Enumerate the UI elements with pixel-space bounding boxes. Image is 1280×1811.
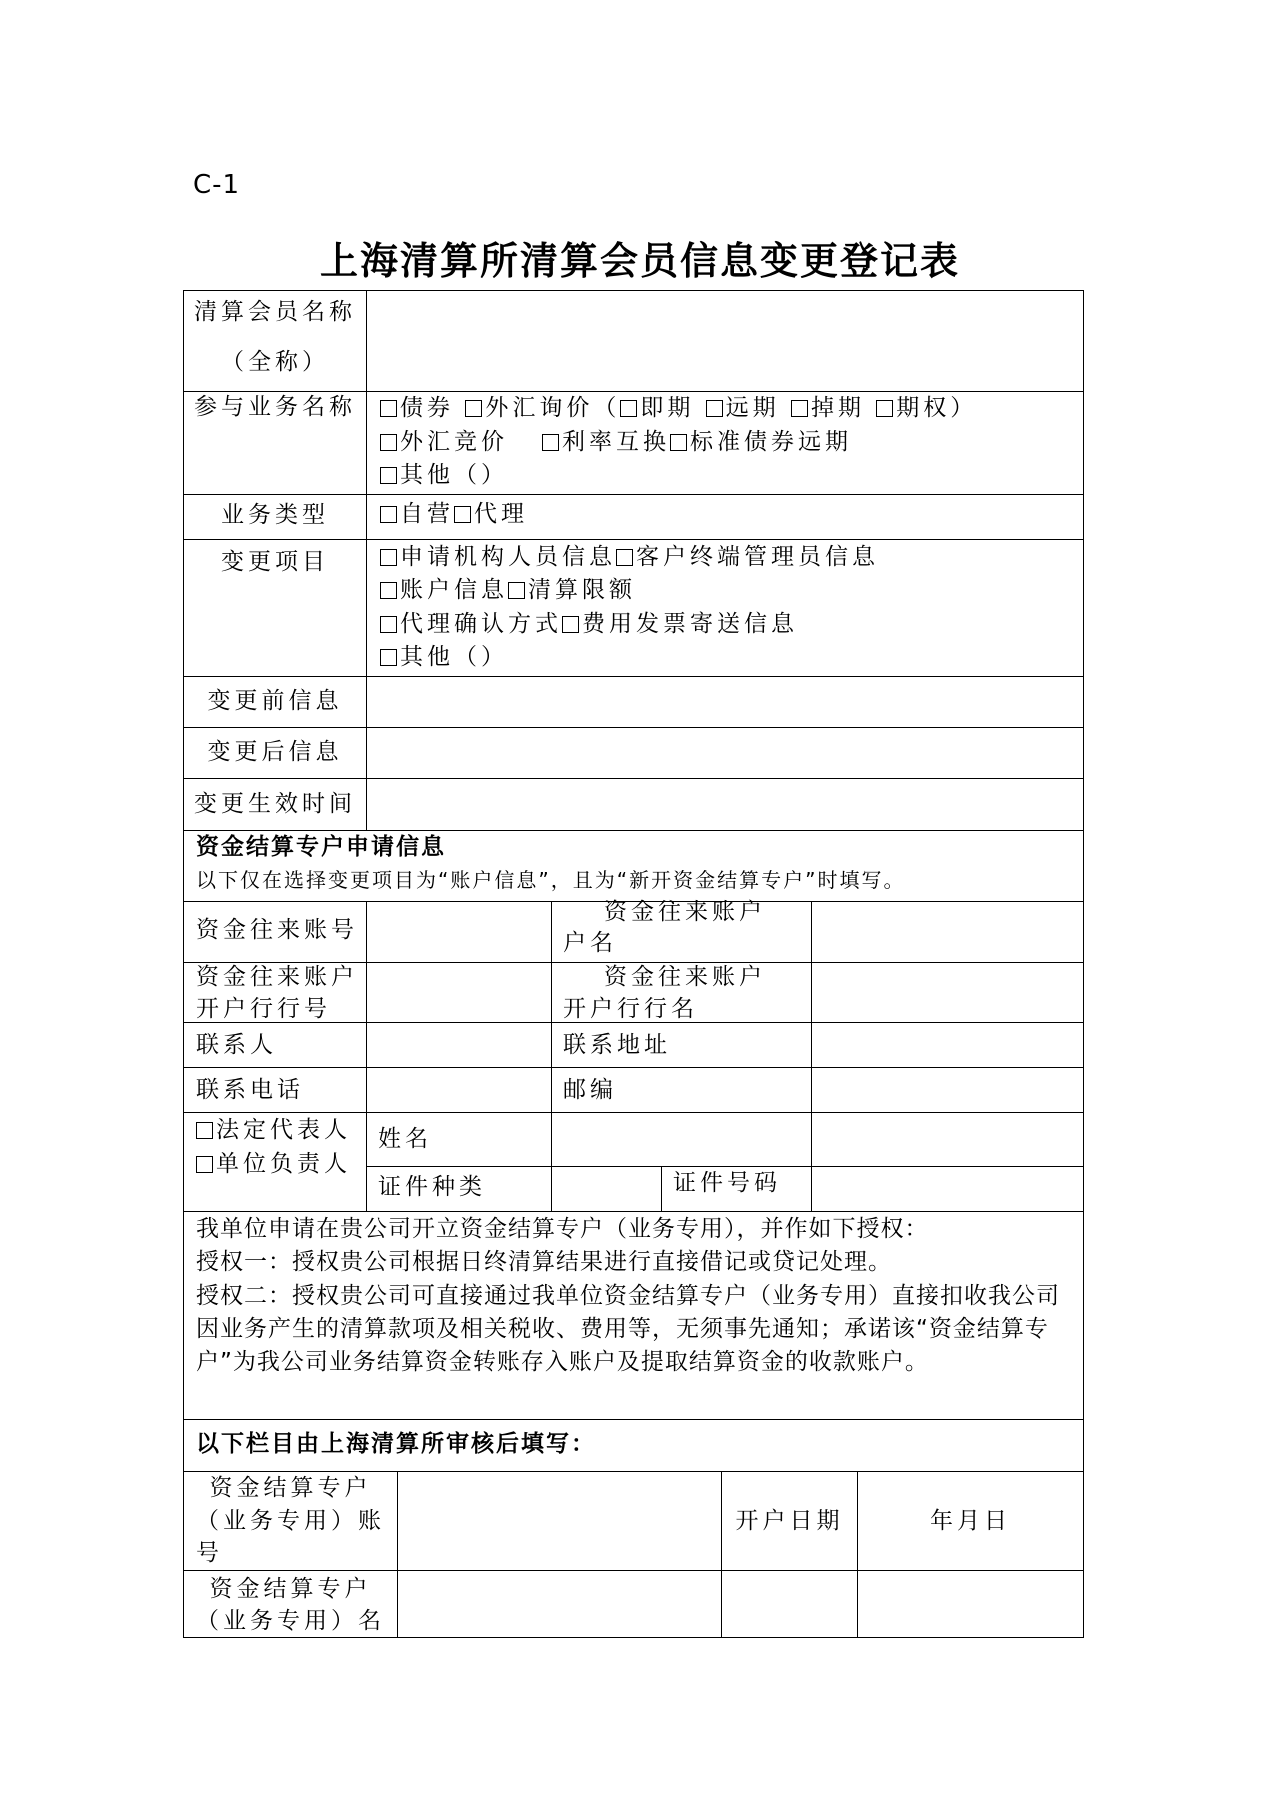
- acct-no-label: 资金往来账号: [196, 917, 358, 943]
- postcode-field[interactable]: [812, 1068, 1083, 1112]
- swap-checkbox[interactable]: [791, 400, 808, 417]
- business-other-checkbox[interactable]: [380, 467, 397, 484]
- fx-auction-checkbox[interactable]: [380, 434, 397, 451]
- agent-confirm-label: 代理确认方式: [400, 611, 562, 637]
- legal-rep-option: [196, 1114, 351, 1147]
- bond-option-label: 债券: [400, 395, 454, 421]
- id-no-field[interactable]: [812, 1167, 1083, 1211]
- before-info-label: 变更前信息: [207, 688, 343, 714]
- acct-name-label-2: 户名: [563, 930, 617, 956]
- swap-option-label: 掉期: [810, 395, 865, 421]
- authorization-line-3: 授权二：授权贵公司可直接通过我单位资金结算专户（业务专用）直接扣收我公司因业务产生的清算款项及相关税收、费用等，无须事先通知；承诺该“资金结算专户”为我公司业务结算资金转账存入账户及提取结算资金的收款账户。: [196, 1283, 1060, 1375]
- effective-time-field[interactable]: [367, 779, 1083, 830]
- after-info-label: 变更后信息: [207, 739, 343, 765]
- irs-checkbox[interactable]: [542, 434, 559, 451]
- agent-checkbox[interactable]: [454, 506, 471, 523]
- settle-acct-no-label-3: 号: [196, 1540, 223, 1566]
- settle-acct-name-extra-field[interactable]: [722, 1571, 857, 1638]
- effective-time-label: 变更生效时间: [194, 791, 356, 817]
- postcode-label: 邮编: [563, 1077, 617, 1103]
- account-info-label: 账户信息: [400, 577, 508, 603]
- name-label: 姓名: [378, 1126, 432, 1152]
- business-options-line-3: [380, 459, 508, 492]
- change-other-checkbox[interactable]: [380, 649, 397, 666]
- agent-confirm-checkbox[interactable]: [380, 616, 397, 633]
- change-item-label: 变更项目: [221, 549, 329, 575]
- id-no-label: 证件号码: [673, 1170, 781, 1196]
- applicant-staff-checkbox[interactable]: [380, 549, 397, 566]
- bank-no-field[interactable]: [367, 963, 551, 1022]
- member-name-label-fullname: （全称）: [221, 349, 329, 375]
- change-options-line-1: [380, 541, 879, 574]
- forward-option-label: 远期: [725, 395, 780, 421]
- forward-checkbox[interactable]: [706, 400, 723, 417]
- irs-option-label: 利率互换: [561, 429, 670, 455]
- row-divider: [184, 494, 1083, 495]
- account-info-checkbox[interactable]: [380, 582, 397, 599]
- business-options-line-1: [380, 392, 977, 425]
- business-options-line-2: [380, 426, 852, 459]
- option-option-label: 期权）: [896, 395, 978, 421]
- address-field[interactable]: [812, 1023, 1083, 1067]
- col-divider: [661, 1166, 662, 1211]
- terminal-admin-checkbox[interactable]: [616, 549, 633, 566]
- spot-option-label: 即期: [640, 395, 695, 421]
- legal-rep-label: 法定代表人: [216, 1117, 351, 1143]
- address-label: 联系地址: [563, 1032, 671, 1058]
- account-section-heading: 资金结算专户申请信息: [196, 834, 446, 860]
- acct-name-field[interactable]: [812, 902, 1083, 962]
- bank-name-field[interactable]: [812, 963, 1083, 1022]
- self-operated-checkbox[interactable]: [380, 506, 397, 523]
- std-bond-forward-checkbox[interactable]: [670, 434, 687, 451]
- invoice-mailing-checkbox[interactable]: [562, 616, 579, 633]
- acct-name-label-1: 资金往来账户: [604, 899, 766, 925]
- registration-form: [183, 290, 1084, 1638]
- before-info-field[interactable]: [367, 677, 1083, 727]
- id-type-field[interactable]: [552, 1167, 661, 1211]
- form-code: C-1: [193, 170, 241, 200]
- settle-acct-name-field[interactable]: [398, 1571, 721, 1638]
- phone-label: 联系电话: [196, 1077, 304, 1103]
- id-type-label: 证件种类: [378, 1174, 486, 1200]
- change-options-line-4: [380, 641, 508, 674]
- member-name-field[interactable]: [367, 292, 1083, 391]
- contact-label: 联系人: [196, 1032, 277, 1058]
- bank-no-label-1: 资金往来账户: [196, 964, 358, 990]
- name-field[interactable]: [552, 1113, 1083, 1166]
- open-date-value[interactable]: 年月日: [930, 1508, 1011, 1534]
- settle-acct-no-label-1: 资金结算专户: [209, 1475, 372, 1501]
- change-other-label: 其他（）: [400, 644, 508, 670]
- bank-name-label-2: 开户行行名: [563, 996, 698, 1022]
- bank-no-label-2: 开户行行号: [196, 996, 331, 1022]
- bond-checkbox[interactable]: [380, 400, 397, 417]
- settle-acct-no-field[interactable]: [398, 1472, 721, 1570]
- contact-field[interactable]: [367, 1023, 551, 1067]
- legal-rep-checkbox[interactable]: [196, 1122, 213, 1139]
- std-bond-forward-option-label: 标准债券远期: [689, 429, 852, 455]
- open-date-label: 开户日期: [735, 1508, 844, 1534]
- spot-checkbox[interactable]: [620, 400, 637, 417]
- unit-head-checkbox[interactable]: [196, 1156, 213, 1173]
- clearing-limit-label: 清算限额: [528, 577, 636, 603]
- member-name-label: 清算会员名称: [194, 299, 356, 325]
- settle-acct-name-label-2: （业务专用）名: [196, 1608, 385, 1634]
- fx-inquiry-option-label: 外汇询价（: [485, 395, 621, 421]
- invoice-mailing-label: 费用发票寄送信息: [582, 611, 798, 637]
- settle-acct-no-label-2: （业务专用）账: [196, 1508, 385, 1534]
- settle-acct-name-label-1: 资金结算专户: [209, 1576, 372, 1602]
- settle-acct-name-extra-field-2[interactable]: [858, 1571, 1083, 1638]
- change-options-line-3: [380, 608, 798, 641]
- authorization-line-2: 授权一：授权贵公司根据日终清算结果进行直接借记或贷记处理。: [196, 1249, 892, 1275]
- acct-no-field[interactable]: [367, 902, 551, 962]
- applicant-staff-label: 申请机构人员信息: [400, 544, 616, 570]
- form-title: 上海清算所清算会员信息变更登记表: [319, 239, 960, 283]
- change-options-line-2: [380, 574, 636, 607]
- unit-head-label: 单位负责人: [216, 1151, 351, 1177]
- agent-label: 代理: [474, 501, 528, 527]
- clearing-limit-checkbox[interactable]: [508, 582, 525, 599]
- business-other-option-label: 其他（）: [400, 462, 508, 488]
- after-info-field[interactable]: [367, 728, 1083, 778]
- phone-field[interactable]: [367, 1068, 551, 1112]
- business-type-options: [380, 498, 528, 531]
- account-section-note: 以下仅在选择变更项目为“账户信息”，且为“新开资金结算专户”时填写。: [196, 868, 906, 892]
- option-checkbox[interactable]: [876, 400, 893, 417]
- bank-name-label-1: 资金往来账户: [604, 964, 766, 990]
- row-divider: [184, 539, 1083, 540]
- row-divider: [184, 1419, 1083, 1420]
- fx-inquiry-checkbox[interactable]: [465, 400, 482, 417]
- row-divider: [184, 1211, 1083, 1212]
- business-type-label: 业务类型: [221, 502, 329, 528]
- authorization-line-1: 我单位申请在贵公司开立资金结算专户（业务专用），并作如下授权：: [196, 1216, 929, 1242]
- terminal-admin-label: 客户终端管理员信息: [636, 544, 879, 570]
- review-section-heading: 以下栏目由上海清算所审核后填写：: [196, 1431, 596, 1457]
- fx-auction-option-label: 外汇竞价: [400, 429, 508, 455]
- business-name-label: 参与业务名称: [194, 394, 356, 420]
- self-operated-label: 自营: [400, 501, 454, 527]
- unit-head-option: [196, 1148, 351, 1181]
